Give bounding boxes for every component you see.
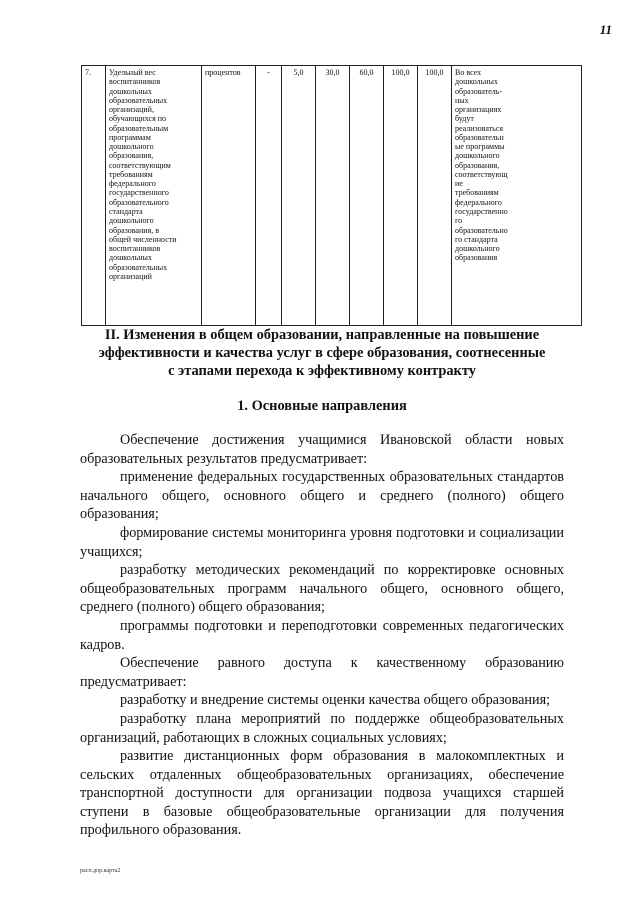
- value-cell-2: 30,0: [316, 66, 350, 326]
- section-title: [80, 326, 564, 380]
- paragraph: Обеспечение достижения учащимися Ивановской области новых образовательных результатов предусматривает:: [80, 432, 564, 467]
- paragraph: развитие дистанционных форм образования в малокомплектных и сельских отдаленных общеобразовательных организациях, обеспечение транспортной доступности для организации подвоза учащихся старшей ступени в базовые общеобразовательные организации для получения профильного образования.: [80, 748, 564, 839]
- result-note: Во всех дошкольных образователь- ных организациях будут реализоваться образовательн ые программы дошкольного образования, соответствующ ие требованиям федерального государственно го образовательно го стандарта дошкольного образования: [452, 66, 582, 326]
- value-cell-4: 100,0: [384, 66, 418, 326]
- section-title-line: эффективности и качества услуг в сфере образования, соотнесенные: [98, 345, 546, 361]
- footer-code: расп.дор.карта2: [80, 868, 121, 874]
- paragraph: формирование системы мониторинга уровня подготовки и социализации учащихся;: [80, 524, 564, 560]
- paragraph: разработку плана мероприятий по поддержке общеобразовательных организаций, работающих в сложных социальных условиях;: [80, 710, 564, 746]
- body-text: [80, 431, 564, 840]
- value-cell-3: 60,0: [350, 66, 384, 326]
- unit-cell: процентов: [202, 66, 256, 326]
- section-title-line: II. Изменения в общем образовании, направленные на повышение: [104, 327, 540, 343]
- page-number: 11: [599, 22, 612, 37]
- paragraph: разработку и внедрение системы оценки качества общего образования;: [120, 692, 551, 709]
- row-number: 7.: [82, 66, 106, 326]
- section-title-line: с этапами перехода к эффективному контракту: [168, 363, 476, 379]
- paragraph: разработку методических рекомендаций по корректировке основных общеобразовательных программ начального общего, основного общего, среднего (полного) общего образования;: [80, 562, 564, 616]
- paragraph: Обеспечение равного доступа к качественному образованию предусматривает:: [80, 655, 564, 690]
- table-row: [82, 66, 582, 326]
- base-value-cell: -: [256, 66, 282, 326]
- paragraph: программы подготовки и переподготовки современных педагогических кадров.: [80, 617, 564, 653]
- value-cell-1: 5,0: [282, 66, 316, 326]
- subsection-title: 1. Основные направления: [237, 398, 407, 414]
- value-cell-5: 100,0: [418, 66, 452, 326]
- indicator-description: Удельный вес воспитанников дошкольных образовательных организаций, обучающихся по образовательным программам дошкольного образования, соответствующим требованиям федерального государственного образовательного стандарта дошкольного образования, в общей численности воспитанников дошкольных образовательных организаций: [106, 66, 202, 326]
- paragraph: применение федеральных государственных образовательных стандартов начального общего, основного общего и среднего (полного) общего образования;: [80, 469, 564, 523]
- indicator-table: [81, 65, 582, 326]
